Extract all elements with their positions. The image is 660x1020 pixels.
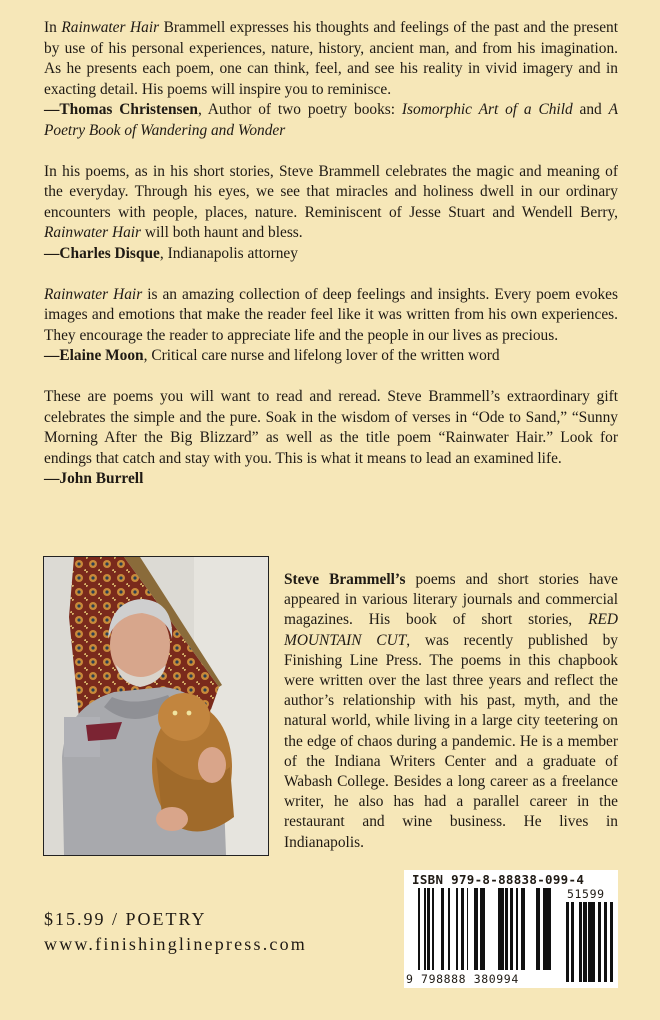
blurb-text <box>44 162 618 244</box>
blurb-italic-title: Rainwater Hair <box>61 19 160 36</box>
blurb-text-segment: In his poems, as in his short stories, Steve Brammell celebrates the magic and meaning of the everyday. Through his eyes, we see that miracles and holiness dwell in our ordinary encounters with people, places, nature. Reminiscent of Jesse Stuart and Wendell Berry, <box>44 162 618 221</box>
barcode-bar <box>521 888 523 970</box>
barcode-bar <box>588 902 590 982</box>
blurb-text-segment: Brammell expresses his thoughts and feelings of the past and the present by use of his personal experiences, nature, history, ancient man, and from his imagination. As he presents each poem, one can think, feel, and see his reality in vivid imagery and in exacting detail. His poems will inspire you to reminisce. <box>44 19 618 98</box>
author-name: Steve Brammell’s <box>284 571 406 588</box>
barcode-bar <box>461 888 462 970</box>
attribution-book-title: Isomorphic Art of a Child <box>401 101 573 119</box>
bio-text-part2: , was recently published by Finishing Line Press. The poems in this chapbook were written over the last three years and reflect the author’s relationship with his past, myth, and the natural world, while living in a large city teetering on the edge of chaos during a pandemic. He is a member of the Indiana Writers Center and a graduate of Wabash College. Besides a long career as a freelance writer, he also has had a parallel career in the restaurant and wine business. He lives in Indianapolis. <box>284 631 619 851</box>
attribution-name: —Thomas Christensen <box>44 101 198 119</box>
addon-digits: 51599 <box>567 887 605 901</box>
barcode-bar <box>516 888 517 970</box>
barcode-bar <box>517 888 518 970</box>
blurb-text-segment: These are poems you will want to read and reread. Steve Brammell’s extraordinary gift celebrates the simple and the pure. Soak in the wisdom of verses in “Ode to Sand,” “Sunny Morning After the Big Blizzard” as well as the title poem “Rainwater Hair.” Look for endings that catch and stay with you. This is what it means to lead an examined life. <box>44 387 618 467</box>
barcode-bar <box>543 888 546 970</box>
blurb-attribution <box>44 469 618 490</box>
attribution-text: , Indianapolis attorney <box>159 244 298 262</box>
blurb-text-segment: will both haunt and bless. <box>141 224 303 242</box>
barcode-bar <box>571 902 574 982</box>
barcode-bar <box>579 902 582 982</box>
blurb <box>44 387 618 490</box>
barcode-bar <box>418 888 420 970</box>
barcode-bar <box>598 902 599 982</box>
barcode-bar <box>566 902 569 982</box>
barcode-bar <box>536 888 537 970</box>
author-photo <box>43 556 269 856</box>
author-photo-illustration <box>44 557 268 855</box>
barcode-bar <box>592 902 595 982</box>
blurb <box>44 285 618 367</box>
praise-blurbs <box>44 18 618 510</box>
bio-text-part1: poems and short stories have appeared in various literary journals and commercial magazines. His book of short stories, <box>284 571 618 629</box>
attribution-book-title: A Poetry Book of Wandering and Wonder <box>44 101 618 139</box>
barcode-bar <box>424 888 426 970</box>
blurb-text <box>44 285 618 347</box>
attribution-name: —Elaine Moon <box>44 347 144 365</box>
barcode-bar <box>474 888 477 970</box>
barcode-bar <box>441 888 444 970</box>
barcode-bar <box>506 888 508 970</box>
barcode-bar <box>546 888 549 970</box>
barcode-bar <box>456 888 458 970</box>
publisher-website: www.finishinglinepress.com <box>44 934 308 954</box>
book-title: RED MOUNTAIN CUT <box>284 611 618 649</box>
barcode-bar <box>483 888 485 970</box>
barcode-bar <box>427 888 429 970</box>
barcode-bar <box>537 888 540 970</box>
blurb-italic-title: Rainwater Hair <box>44 285 143 303</box>
attribution-text: and <box>572 101 609 119</box>
barcode-bar <box>583 902 586 982</box>
barcode-bar <box>524 888 525 970</box>
barcode-bar <box>590 902 592 982</box>
barcode-bar <box>604 902 607 982</box>
blurb-text <box>44 18 618 100</box>
barcode-bar <box>505 888 506 970</box>
barcode-bar <box>599 902 601 982</box>
attribution-text: , Critical care nurse and lifelong lover of the written word <box>143 347 500 365</box>
barcode-bar <box>549 888 551 970</box>
barcode-bar <box>448 888 450 970</box>
blurb-text-segment: is an amazing collection of deep feelings and insights. Every poem evokes images and emotions that make the reader feel like it was written from his own experiences. They encourage the reader to appreciate life and the people in our lives as precious. <box>44 285 618 344</box>
blurb-italic-title: Rainwater Hair <box>44 224 142 242</box>
attribution-name: —John Burrell <box>44 470 144 488</box>
barcode-bar <box>510 888 513 970</box>
blurb-attribution <box>44 244 618 265</box>
barcode-bar <box>480 888 483 970</box>
barcode-bar <box>500 888 501 970</box>
blurb-attribution <box>44 346 618 367</box>
attribution-name: —Charles Disque <box>44 244 160 262</box>
attribution-text: , Author of two poetry books: <box>197 101 402 119</box>
price-category: $15.99 / POETRY <box>44 909 207 929</box>
blurb <box>44 18 618 142</box>
barcode-bar <box>467 888 468 970</box>
barcode-bar <box>501 888 504 970</box>
barcode-bar <box>477 888 478 970</box>
ean-digits: 9 798888 380994 <box>406 972 519 986</box>
barcode-bar <box>523 888 524 970</box>
barcode-bar <box>586 902 587 982</box>
barcode-bar <box>462 888 464 970</box>
blurb-text-segment: In <box>44 19 62 36</box>
barcode-bar <box>610 902 613 982</box>
blurb-attribution <box>44 100 618 141</box>
blurb <box>44 162 618 265</box>
author-bio <box>284 570 618 853</box>
barcode-bar <box>429 888 430 970</box>
barcode-bar <box>498 888 500 970</box>
barcode-bar <box>432 888 434 970</box>
isbn-label: ISBN 979-8-88838-099-4 <box>412 872 585 887</box>
isbn-barcode <box>404 870 618 988</box>
blurb-text <box>44 387 618 469</box>
